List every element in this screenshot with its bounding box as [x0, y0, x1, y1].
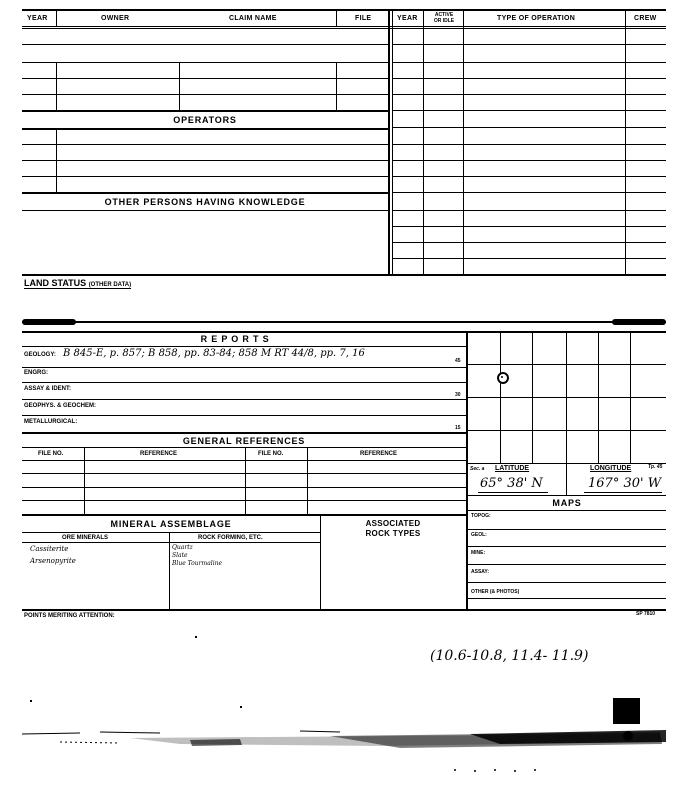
- lat-left-mark: Sec. a: [470, 466, 485, 472]
- ops-row-line: [392, 144, 666, 145]
- ops-row-line: [392, 176, 666, 177]
- gen-ref-col-reference-1: REFERENCE: [140, 451, 178, 457]
- reports-top-rule: [22, 321, 666, 323]
- reports-section-bottom-rule: [22, 609, 666, 611]
- maps-top-rule: [468, 495, 666, 496]
- col-divider: [56, 62, 57, 110]
- ore-minerals-header: ORE MINERALS: [62, 535, 109, 541]
- long-underline: [584, 492, 662, 493]
- reports-num-45: 45: [455, 358, 461, 364]
- latitude-value: 65° 38' N: [480, 476, 543, 491]
- operators-row-line: [22, 176, 388, 177]
- ops-row-line: [392, 192, 666, 193]
- reports-title-rule: [22, 346, 466, 347]
- engrg-label: ENGRG:: [24, 370, 48, 376]
- maps-row-line: [468, 582, 666, 583]
- gen-ref-row-line: [22, 473, 466, 474]
- col-divider: [336, 10, 337, 26]
- latitude-label: LATITUDE: [495, 465, 530, 472]
- top-section-bottom-rule: [22, 274, 666, 276]
- location-marker-dot: [501, 376, 503, 378]
- ops-type-header: TYPE OF OPERATION: [497, 15, 576, 22]
- ops-row-line: [392, 160, 666, 161]
- rock-forming-value: Blue Tourmaline: [172, 560, 223, 567]
- claims-year-header: YEAR: [27, 15, 48, 22]
- claims-row-line: [22, 94, 388, 95]
- grid-line: [468, 430, 666, 431]
- maps-title: MAPS: [552, 498, 582, 508]
- reports-num-30: 30: [455, 392, 461, 398]
- gen-ref-col-divider: [245, 447, 246, 514]
- maps-topog: TOPOG:: [471, 513, 491, 519]
- location-grid-bottom: [468, 463, 666, 464]
- col-divider: [392, 10, 393, 276]
- col-divider: [625, 10, 626, 276]
- reports-row-line: [22, 415, 466, 416]
- gen-ref-col-divider: [84, 447, 85, 514]
- ops-crew-header: CREW: [634, 15, 657, 22]
- scan-artifact-dot: [195, 636, 197, 638]
- grid-line: [468, 397, 666, 398]
- reports-row-line: [22, 382, 466, 383]
- operators-row-line: [22, 144, 388, 145]
- claims-row-line: [22, 78, 388, 79]
- col-divider: [336, 62, 337, 110]
- long-right-mark: Tp. 45: [648, 464, 663, 470]
- ops-row-line: [392, 226, 666, 227]
- center-divider: [388, 10, 390, 276]
- ore-mineral-value: Arsenopyrite: [30, 557, 76, 565]
- operators-title: OPERATORS: [173, 115, 237, 125]
- ops-row-line: [392, 94, 666, 95]
- lat-long-divider: [566, 463, 567, 495]
- geophys-label: GEOPHYS. & GEOCHEM:: [24, 403, 97, 409]
- ops-active-header-1: ACTIVE: [434, 12, 454, 18]
- geology-label: GEOLOGY:: [24, 352, 56, 358]
- gen-ref-row-line: [22, 487, 466, 488]
- top-header-rule: [22, 26, 666, 27]
- geology-value: B 845-E, p. 857; B 858, pp. 83-84; 858 M RT 44/8, pp. 7, 16: [63, 348, 365, 359]
- ops-row-line: [392, 242, 666, 243]
- ops-row-line: [392, 44, 666, 45]
- other-persons-title: OTHER PERSONS HAVING KNOWLEDGE: [104, 197, 306, 207]
- reports-title: R E P O R T S: [200, 334, 270, 344]
- claims-owner-header: OWNER: [101, 15, 130, 22]
- ops-year-header: YEAR: [397, 15, 418, 22]
- reports-top-blot-left: [22, 319, 76, 325]
- reports-top-blot-right: [612, 319, 666, 325]
- claims-row-line: [22, 62, 388, 63]
- maps-row-line: [468, 564, 666, 565]
- rock-forming-value: Slate: [172, 552, 188, 559]
- mineral-col-divider: [169, 532, 170, 610]
- form-number: SP 7810: [636, 611, 656, 617]
- gen-ref-col-file-no-1: FILE NO.: [38, 451, 64, 457]
- operators-rule: [22, 128, 388, 130]
- gen-ref-row-line: [22, 500, 466, 501]
- gen-ref-title-rule: [22, 447, 466, 448]
- ops-row-line: [392, 210, 666, 211]
- maps-mine: MINE:: [471, 550, 486, 556]
- scan-artifact-dot: [240, 706, 242, 708]
- ops-row-line: [392, 258, 666, 259]
- col-divider: [56, 10, 57, 26]
- gen-ref-header-rule: [22, 460, 466, 461]
- associated-rock-types-2: ROCK TYPES: [365, 529, 421, 538]
- other-persons-rule: [22, 210, 388, 211]
- maps-row-line: [468, 546, 666, 547]
- maps-row-line: [468, 529, 666, 530]
- maps-assay: ASSAY:: [471, 569, 490, 575]
- ore-mineral-value: Cassiterite: [30, 545, 69, 553]
- land-status-sub: (OTHER DATA): [88, 282, 132, 288]
- col-divider: [56, 130, 57, 192]
- operators-row-line: [22, 160, 388, 161]
- grid-line: [468, 364, 666, 365]
- col-divider: [463, 10, 464, 276]
- land-status-text: LAND STATUS: [24, 278, 87, 288]
- assay-label: ASSAY & IDENT:: [24, 386, 72, 392]
- claims-row-line: [22, 44, 388, 45]
- location-grid: [468, 331, 666, 463]
- associated-rock-types-1: ASSOCIATED: [365, 519, 421, 528]
- rock-forming-header: ROCK FORMING, ETC.: [198, 535, 263, 541]
- gen-ref-col-reference-2: REFERENCE: [360, 451, 398, 457]
- top-rule: [22, 9, 666, 11]
- operators-bottom-rule: [22, 192, 388, 194]
- reports-row-line: [22, 399, 466, 400]
- reports-num-15: 15: [455, 425, 461, 431]
- lat-underline: [478, 492, 548, 493]
- scan-artifact-dot: [30, 700, 32, 702]
- maps-geol: GEOL:: [471, 532, 487, 538]
- scan-artifact-streak: [0, 720, 678, 780]
- claims-bottom-rule: [22, 110, 388, 112]
- mineral-assemblage-title: MINERAL ASSEMBLAGE: [110, 519, 232, 529]
- maps-other: OTHER (& PHOTOS): [471, 589, 520, 595]
- rock-forming-value: Quartz: [172, 544, 193, 551]
- col-divider: [423, 10, 424, 276]
- maps-row-line: [468, 598, 666, 599]
- claims-name-header: CLAIM NAME: [229, 15, 277, 22]
- longitude-label: LONGITUDE: [590, 465, 632, 472]
- ops-active-header-2: OR IDLE: [433, 18, 455, 24]
- ops-row-line: [392, 78, 666, 79]
- claims-file-header: FILE: [355, 15, 372, 22]
- handwritten-ranges: (10.6-10.8, 11.4- 11.9): [430, 648, 589, 664]
- mineral-header-rule: [22, 542, 320, 543]
- general-references-title: GENERAL REFERENCES: [182, 436, 306, 446]
- land-status-label: [24, 278, 131, 289]
- reports-bottom-rule: [22, 432, 466, 434]
- location-marker-icon: [497, 372, 509, 384]
- maps-title-rule: [468, 510, 666, 511]
- points-meriting-attention: POINTS MERITING ATTENTION:: [24, 613, 115, 619]
- longitude-value: 167° 30' W: [588, 476, 662, 491]
- gen-ref-col-divider: [307, 447, 308, 514]
- ops-row-line: [392, 127, 666, 128]
- gen-ref-bottom-rule: [22, 514, 466, 516]
- col-divider: [179, 62, 180, 110]
- gen-ref-col-file-no-2: FILE NO.: [258, 451, 284, 457]
- metallurgical-label: METALLURGICAL:: [24, 419, 78, 425]
- mineral-title-rule: [22, 532, 320, 533]
- ops-row-line: [392, 62, 666, 63]
- ops-row-line: [392, 110, 666, 111]
- reports-row-line: [22, 367, 466, 368]
- top-header-rule-2: [22, 28, 666, 29]
